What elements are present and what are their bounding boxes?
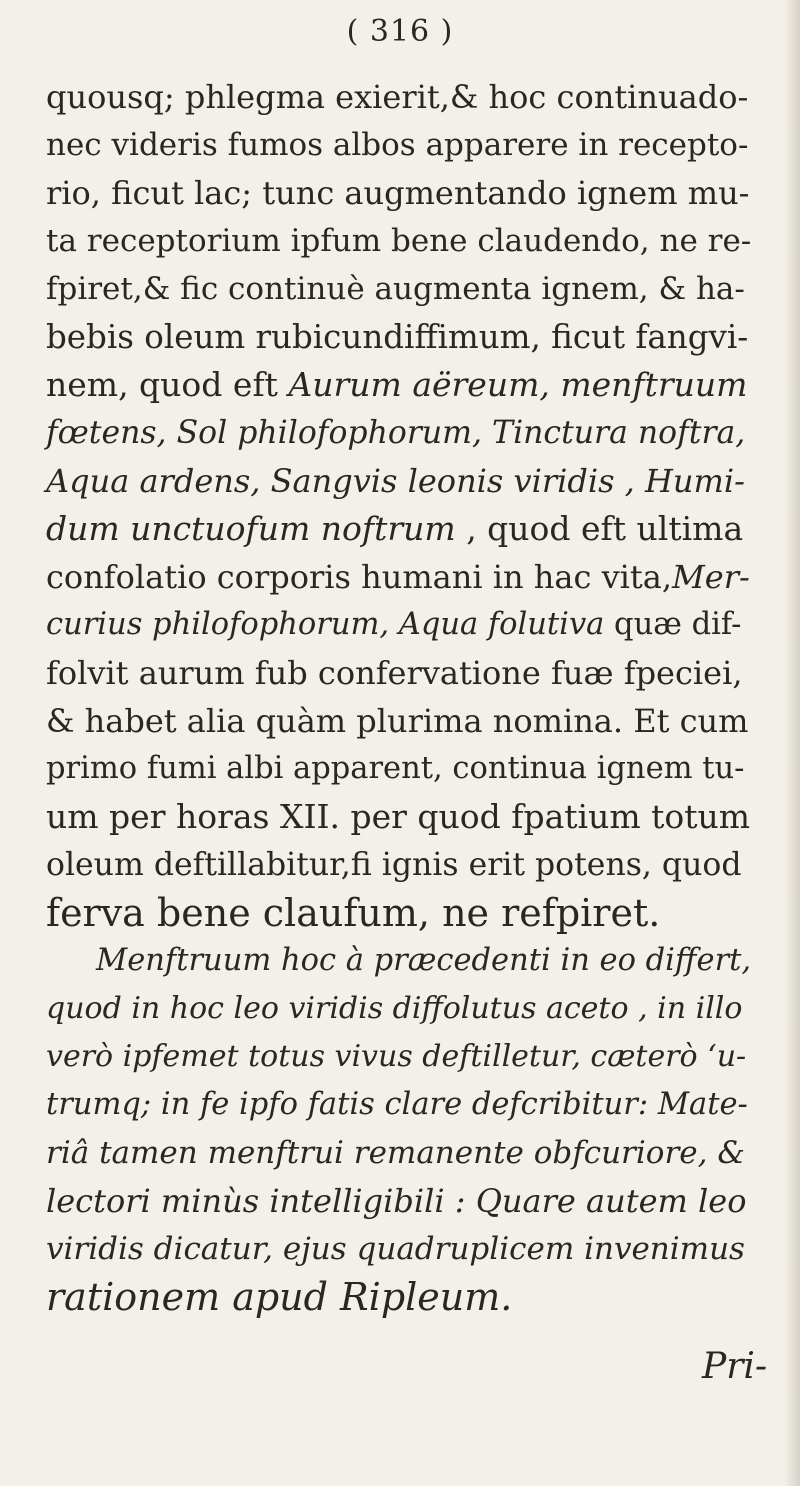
italic-span: Mer- <box>671 558 750 596</box>
roman-span: primo fumi albi apparent, continua ignem tu- <box>46 751 745 786</box>
text-line <box>46 1035 746 1079</box>
text-line <box>46 843 742 887</box>
italic-span: quod in hoc leo viridis diffolutus aceto , in illo <box>46 991 743 1026</box>
text-line <box>46 603 741 647</box>
text-line <box>46 219 751 263</box>
text-line <box>46 267 745 311</box>
text-line <box>46 1179 746 1223</box>
roman-span: , quod eft ultima <box>455 509 744 548</box>
text-line <box>46 651 742 695</box>
text-line <box>46 1275 512 1319</box>
text-line <box>46 891 660 935</box>
roman-span: & habet alia quàm plurima nomina. Et cum <box>46 702 749 740</box>
italic-span: curius philofophorum, Aqua folutiva <box>46 607 605 642</box>
text-line <box>46 987 742 1031</box>
roman-span: quousq; phlegma exierit,& hoc continuado- <box>46 78 749 116</box>
text-line <box>46 1083 748 1127</box>
roman-span: fpiret,& fic continuè augmenta ignem, & ha- <box>46 271 745 307</box>
text-line <box>46 411 745 455</box>
text-line <box>46 795 750 839</box>
italic-span: lectori minùs intelligibili : Quare autem leo <box>46 1182 747 1220</box>
italic-span: Aurum aëreum, menftruum <box>288 365 748 404</box>
catchword: Pri- <box>702 1346 768 1387</box>
text-line <box>46 171 749 215</box>
roman-span: quæ dif- <box>604 607 742 642</box>
page-edge <box>786 0 800 1486</box>
roman-span: folvit aurum fub confervatione fuæ fpeciei, <box>46 654 743 692</box>
roman-span: um per horas XII. per quod fpatium totum <box>46 797 751 836</box>
roman-span: oleum deftillabitur,fi ignis erit potens, quod <box>46 847 742 883</box>
roman-span: ta receptorium ipfum bene claudendo, ne re- <box>46 223 752 259</box>
italic-span: Aqua ardens, Sangvis leonis viridis , Humi- <box>46 462 745 500</box>
text-line <box>46 747 744 791</box>
text-line <box>46 699 748 743</box>
text-line <box>46 75 748 119</box>
text-line <box>46 315 748 359</box>
italic-span: rationem apud Ripleum. <box>46 1275 513 1319</box>
italic-span: Menftruum hoc à præcedenti in eo differt, <box>96 943 752 978</box>
roman-span: ferva bene claufum, ne refpiret. <box>46 891 661 935</box>
text-line <box>46 459 745 503</box>
page-number: ( 316 ) <box>346 14 454 49</box>
text-line <box>46 363 747 407</box>
text-line <box>96 939 751 983</box>
text-line <box>46 123 748 167</box>
text-line <box>46 555 750 599</box>
italic-span: viridis dicatur, ejus quadruplicem invenimus <box>46 1231 745 1267</box>
italic-span: verò ipfemet totus vivus deftilletur, cæterò ‘u- <box>46 1039 747 1074</box>
italic-span: trumq; in fe ipfo fatis clare defcribitur: Mate- <box>46 1087 748 1122</box>
italic-span: dum unctuofum noftrum <box>46 509 456 548</box>
text-line <box>46 507 743 551</box>
roman-span: bebis oleum rubicundiffimum, ficut fangvi- <box>46 318 749 356</box>
text-line <box>46 1227 745 1271</box>
text-line <box>46 1131 745 1175</box>
italic-span: riâ tamen menftrui remanente obfcuriore, & <box>46 1135 745 1171</box>
italic-span: fœtens, Sol philofophorum, Tinctura noftra, <box>46 415 746 451</box>
roman-span: nem, quod eft <box>46 365 289 404</box>
roman-span: rio, ficut lac; tunc augmentando ignem mu- <box>46 174 750 212</box>
roman-span: nec videris fumos albos apparere in recepto- <box>46 127 749 163</box>
roman-span: confolatio corporis humani in hac vita, <box>46 558 672 596</box>
